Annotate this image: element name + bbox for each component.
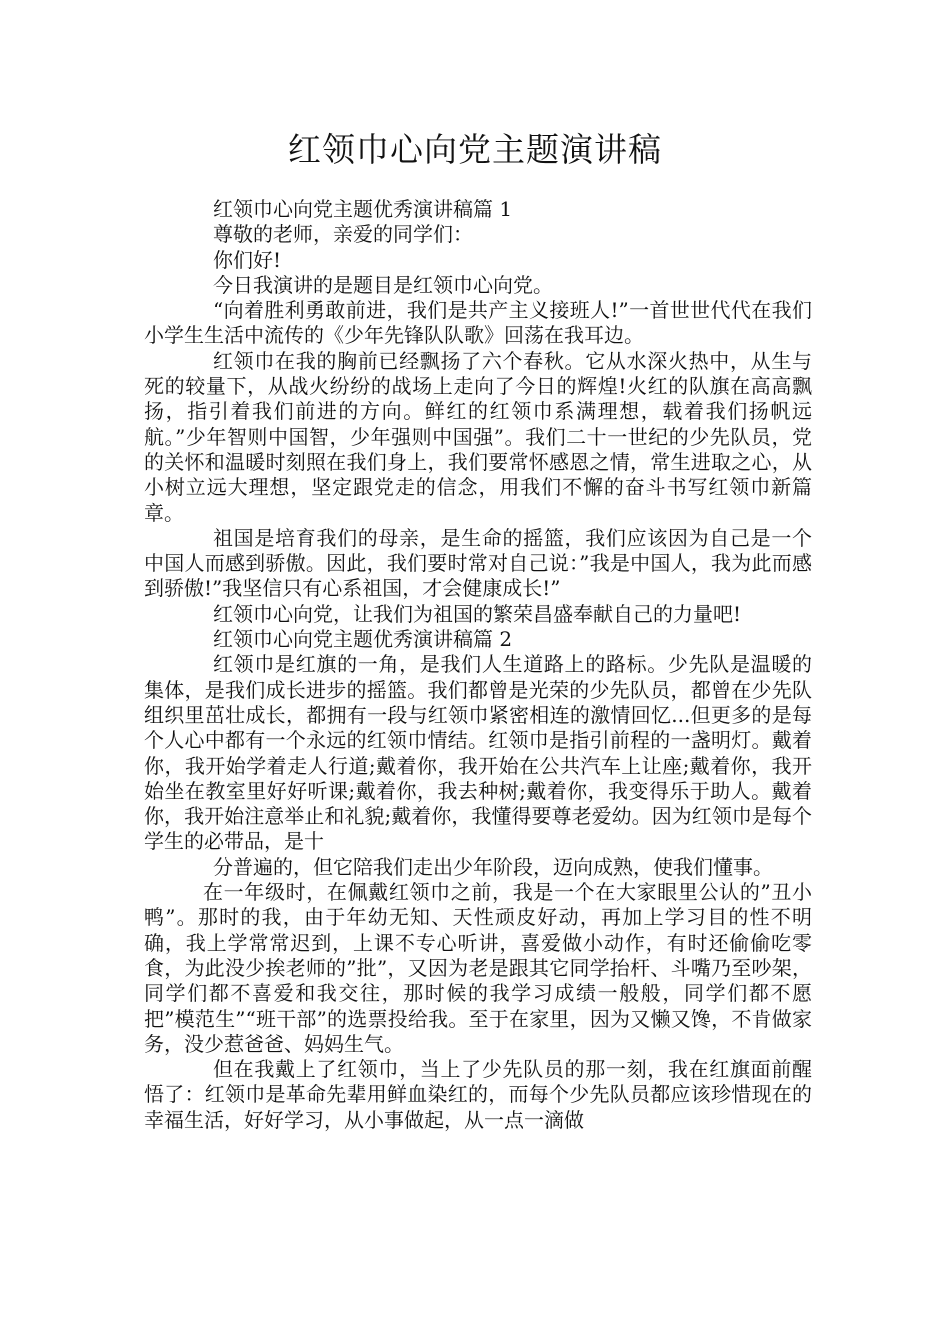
document-title: 红领巾心向党主题演讲稿: [288, 130, 662, 169]
paragraph: 红领巾是红旗的一角，是我们人生道路上的路标。少先队是温暖的集体，是我们成长进步的摇篮。我们都曾是光荣的少先队员，都曾在少先队组织里茁壮成长，都拥有一段与红领巾紧密相连的激情回忆...但更多的是每个人心中都有一个永远的红领巾情结。红领巾是指引前程的一盏明灯。戴着你，我开始学着走人行道;戴着你，我开始在公共汽车上让座;戴着你，我开始坐在教室里好好听课;戴着你，我去种树;戴着你，我变得乐于助人。戴着你，我开始注意举止和礼貌;戴着你，我懂得要尊老爱幼。因为红领巾是每个学生的必带品，是十: [144, 652, 812, 854]
section-heading-1: 红领巾心向党主题优秀演讲稿篇 1: [213, 197, 513, 221]
document-body: [144, 197, 812, 1133]
paragraph: 但在我戴上了红领巾，当上了少先队员的那一刻，我在红旗面前醒悟了：红领巾是革命先辈用鲜血染红的，而每个少先队员都应该珍惜现在的幸福生活，好好学习，从小事做起，从一点一滴做: [144, 1057, 812, 1132]
paragraph: 红领巾在我的胸前已经飘扬了六个春秋。它从水深火热中，从生与死的较量下，从战火纷纷的战场上走向了今日的辉煌!火红的队旗在高高飘扬，指引着我们前进的方向。鲜红的红领巾系满理想，载着我们扬帆远航。”少年智则中国智，少年强则中国强”。我们二十一世纪的少先队员，党的关怀和温暖时刻照在我们身上，我们要常怀感恩之情，常生进取之心，从小树立远大理想，坚定跟党走的信念，用我们不懈的奋斗书写红领巾新篇章。: [144, 348, 812, 525]
greeting: 你们好!: [213, 247, 282, 272]
salutation: 尊敬的老师，亲爱的同学们：: [213, 222, 473, 247]
paragraph: “向着胜利勇敢前进，我们是共产主义接班人!”一首世世代代在我们小学生生活中流传的《少年先锋队队歌》回荡在我耳边。: [144, 298, 812, 348]
paragraph: 在一年级时，在佩戴红领巾之前，我是一个在大家眼里公认的”丑小鸭”。那时的我，由于年幼无知、天性顽皮好动，再加上学习目的性不明确，我上学常常迟到，上课不专心听讲，喜爱做小动作，有时还偷偷吃零食，为此没少挨老师的”批”，又因为老是跟其它同学抬杆、斗嘴乃至吵架，同学们都不喜爱和我交往，那时候的我学习成绩一般般，同学们都不愿把”模范生”“班干部”的选票投给我。至于在家里，因为又懒又馋，不肯做家务，没少惹爸爸、妈妈生气。: [144, 880, 812, 1056]
paragraph: 祖国是培育我们的母亲，是生命的摇篮，我们应该因为自己是一个中国人而感到骄傲。因此，我们要时常对自己说：”我是中国人，我为此而感到骄傲!”我坚信只有心系祖国，才会健康成长!”: [144, 525, 812, 601]
paragraph: 红领巾心向党，让我们为祖国的繁荣昌盛奉献自己的力量吧!: [213, 601, 742, 626]
paragraph: 今日我演讲的是题目是红领巾心向党。: [213, 272, 553, 297]
section-heading-2: 红领巾心向党主题优秀演讲稿篇 2: [213, 627, 513, 652]
paragraph: 分普遍的，但它陪我们走出少年阶段，迈向成熟，使我们懂事。: [213, 854, 773, 879]
